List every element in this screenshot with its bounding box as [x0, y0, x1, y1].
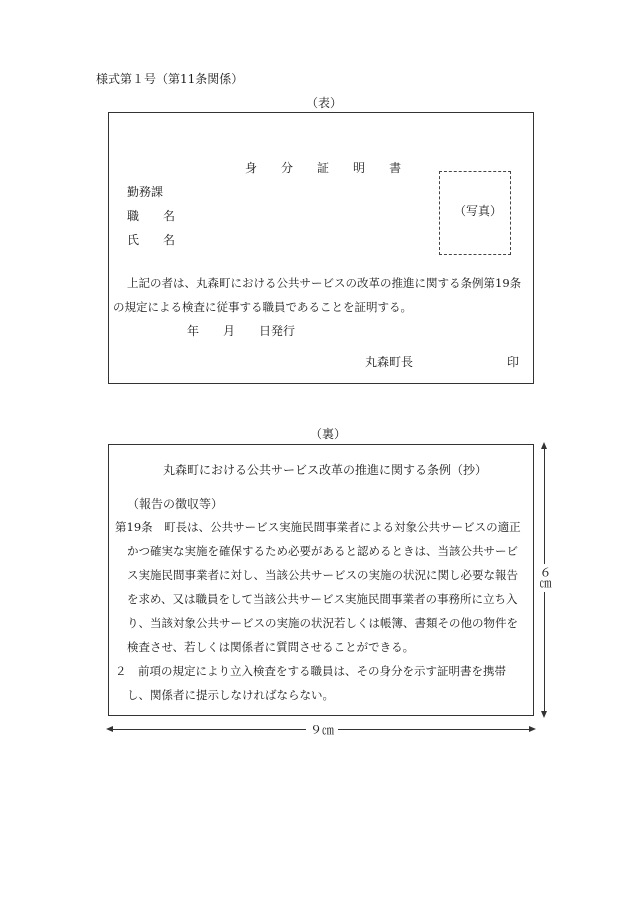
field-position: 職 名 — [127, 209, 176, 223]
front-body-line-1: 上記の者は、丸森町における公共サービスの改革の推進に関する条例第19条 — [127, 276, 522, 290]
photo-box — [439, 171, 511, 255]
article-line-2: かつ確実な実施を確保するため必要があると認めるときは、当該公共サービ — [127, 544, 518, 558]
back-card — [108, 444, 534, 716]
para2-line-1: ２ 前項の規定により立入検査をする職員は、その身分を示す証明書を携帯 — [115, 664, 506, 678]
article-line-1: 第19条 町長は、公共サービス実施民間事業者による対象公共サービスの適正 — [115, 520, 521, 534]
front-title-char: 証 — [317, 161, 330, 175]
article-line-5: り、当該対象公共サービスの実施の状況若しくは帳簿、書類その他の物件を — [127, 616, 518, 630]
photo-label: （写真） — [454, 204, 503, 218]
back-label: （裏） — [310, 427, 347, 441]
front-title-char: 分 — [281, 161, 294, 175]
width-label: ９㎝ — [306, 721, 338, 738]
height-arrow-bottom — [541, 711, 547, 718]
front-label: （表） — [306, 96, 343, 110]
seal-mark: 印 — [507, 355, 520, 369]
front-title-char: 明 — [353, 161, 366, 175]
front-title-char: 書 — [389, 161, 402, 175]
article-line-3: ス実施民間事業者に対し、当該公共サービスの実施の状況に関し必要な報告 — [127, 568, 518, 582]
front-card — [108, 112, 534, 384]
width-arrow-left — [106, 726, 113, 732]
issuer: 丸森町長 — [365, 355, 414, 369]
back-title: 丸森町における公共サービス改革の推進に関する条例（抄） — [163, 463, 488, 477]
article-line-4: を求め、又は職員をして当該公共サービス実施民間事業者の事務所に立ち入 — [127, 592, 518, 606]
form-number: 様式第１号（第11条関係） — [96, 72, 244, 86]
article-line-6: 検査させ、若しくは関係者に質問させることができる。 — [127, 640, 415, 654]
para2-line-2: し、関係者に提示しなければならない。 — [127, 688, 334, 702]
front-title-char: 身 — [245, 161, 258, 175]
issue-date: 年 月 日発行 — [187, 324, 296, 338]
article-heading: （報告の徴収等） — [127, 497, 224, 511]
width-arrow-right — [529, 726, 536, 732]
height-arrow-top — [541, 442, 547, 449]
front-body-line-2: の規定による検査に従事する職員であることを証明する。 — [113, 300, 412, 314]
height-label: ６㎝ — [538, 566, 552, 590]
field-department: 勤務課 — [127, 185, 164, 199]
front-title — [245, 159, 401, 176]
field-name: 氏 名 — [127, 233, 176, 247]
